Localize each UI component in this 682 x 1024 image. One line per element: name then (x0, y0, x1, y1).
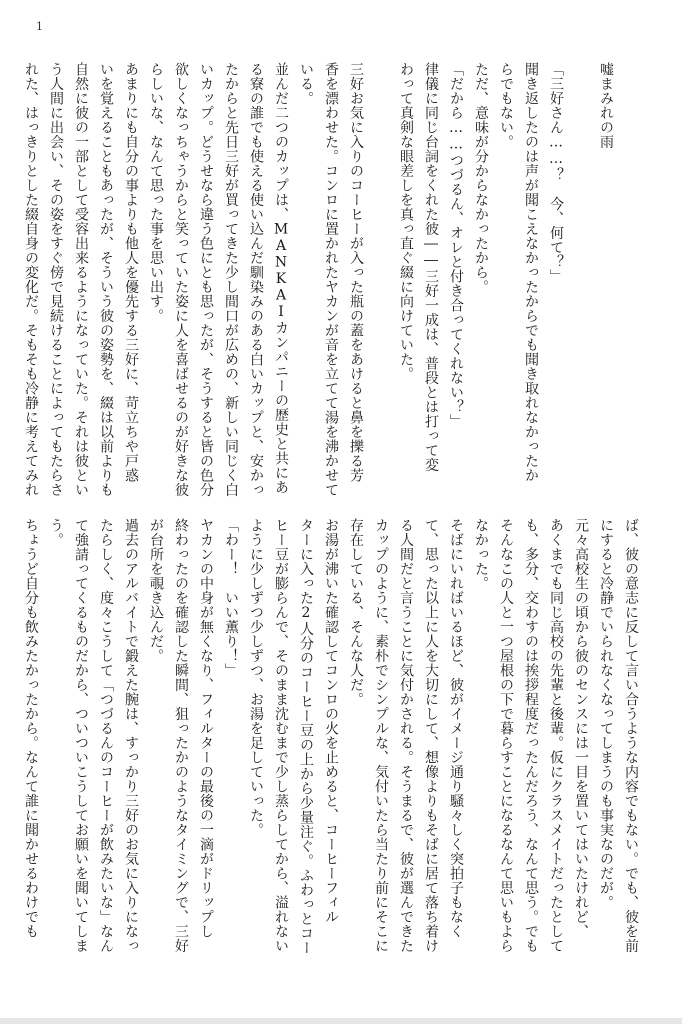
paragraph-line: ちょうど自分も飲みたかったから。なんて誰に聞かせるわけでも (23, 518, 39, 939)
blank-line (368, 62, 393, 482)
paragraph-line: いカップ。どうせなら違う色にとも思ったが、そうすると皆の色分 (198, 62, 214, 497)
paragraph-line: たからと先日三好が買ってきた少し間口が広めの、新しい同じく白 (223, 62, 239, 497)
paragraph-line: たらしく、度々こうして「つづるんのコーヒーが飲みたいな」なん (98, 518, 114, 953)
paragraph-line: ターに入った2人分のコーヒー豆の上から少量注ぐ。ふわっとコー (298, 518, 314, 955)
paragraph-line: 過去のアルバイトで鍛えた腕は、すっかり三好のお気に入りになっ (123, 518, 139, 953)
paragraph-line: が台所を覗き込んだ。 (148, 518, 164, 663)
paragraph-line: お湯が沸いた確認してコンロの火を止めると、コーヒーフィル (323, 518, 339, 924)
paragraph-line: ば、彼の意志に反して言い合うような内容でもない。でも、彼を前 (623, 518, 639, 953)
upper-text-block (23, 62, 618, 497)
paragraph-line: 自然に彼の一部として受容出来るようになっていた。それは彼とい (73, 62, 89, 497)
paragraph-line: て、思った以上に人を大切にして、想像よりもそばに居て落ち着け (423, 518, 439, 953)
page-bottom-edge (0, 1018, 682, 1024)
paragraph-line: て強請ってくるものだから、ついついこうしてお願いを聞いてしま (73, 518, 89, 953)
paragraph-line: 聞き返したのは声が聞こえなかったからでも聞き取れなかったか (523, 62, 539, 483)
paragraph-line: 三好お気に入りのコーヒーが入った瓶の蓋をあけると鼻を擽る芳 (348, 62, 364, 483)
paragraph-line: そばにいればいるほど、彼がイメージ通り騒々しく突拍子もなく (448, 518, 464, 939)
paragraph-line: る人間だと言うことに気付かされる。そうまるで、彼が選んできた (398, 518, 414, 953)
paragraph-line: ただ、意味が分からなかったから。 (473, 62, 489, 294)
paragraph-line: いを覚えることもあったが、そういう彼の姿勢を、綴は以前よりも (98, 62, 114, 497)
paragraph-line: らでもない。 (498, 62, 514, 149)
paragraph-line: あまりにも自分の事よりも他人を優先する三好に、苛立ちや戸惑 (123, 62, 139, 483)
paragraph-line: そんなこの人と一つ屋根の下で暮らすことになるなんて思いもよら (498, 518, 514, 953)
paragraph-line: 「わー！ いい薫り！」 (223, 518, 239, 678)
paragraph-line: らしいな、なんて思った事を思い出す。 (148, 62, 164, 323)
page-number: 1 (36, 20, 43, 33)
paragraph-line: ヤカンの中身が無くなり、フィルターの最後の一滴がドリップし (198, 518, 214, 939)
paragraph-line: 元々高校生の頃から彼のセンスには一目を置いてはいたけれど、 (573, 518, 589, 939)
paragraph-line: 「三好さん……？ 今、何て？」 (548, 62, 564, 284)
paragraph-line: 香を漂わせた。コンロに置かれたヤカンが音を立てて湯を沸かせて (323, 62, 339, 497)
blank-line (568, 62, 593, 482)
paragraph-line: あくまでも同じ高校の先輩と後輩。仮にクラスメイトだったとして (548, 518, 564, 953)
paragraph-line: 欲しくなっちゃうからと笑っていた姿に人を喜ばせるのが好きな彼 (173, 62, 189, 497)
paragraph-line: れた、はっきりとした綴自身の変化だ。そもそも冷静に考えてみれ (23, 62, 39, 497)
lower-text-block (23, 518, 643, 958)
paragraph-line: ように少しずつ少しずつ、お湯を足していった。 (248, 518, 264, 837)
paragraph-line: る寮の誰でも使える使い込んだ馴染みのある白いカップと、安かっ (248, 62, 264, 497)
story-title: 嘘まみれの雨 (598, 62, 614, 149)
paragraph-line: 並んだ二つのカップは、MANKAIカンパニーの歴史と共にあ (273, 62, 289, 495)
paragraph-line: 終わったのを確認した瞬間、狙ったかのようなタイミングで、三好 (173, 518, 189, 953)
paragraph-line: いる。 (298, 62, 314, 106)
paragraph-line: わって真剣な眼差しを真っ直ぐ綴に向けていた。 (398, 62, 414, 381)
paragraph-line: カップのように、素朴でシンプルな、気付いたら当たり前にそこに (373, 518, 389, 953)
paragraph-line: ヒー豆が膨らんで、そのまま沈むまで少し蒸らしてから、溢れない (273, 518, 289, 953)
paragraph-line: 律儀に同じ台詞をくれた彼――三好一成は、普段とは打って変 (423, 62, 439, 472)
paragraph-line: も、多分、交わすのは挨拶程度だったんだろう、なんて思う。でも (523, 518, 539, 953)
paragraph-line: なかった。 (473, 518, 489, 591)
paragraph-line: 存在している、そんな人だ。 (348, 518, 364, 707)
paragraph-line: う。 (48, 518, 64, 547)
paragraph-line: う人間に出会い、その姿をすぐ傍で見続けることによってもたらさ (48, 62, 64, 497)
paragraph-line: にすると冷静でいられなくなってしまうのも事実なのだが。 (598, 518, 614, 910)
paragraph-line: 「だから……つづるん、オレと付き合ってくれない？」 (448, 62, 464, 429)
